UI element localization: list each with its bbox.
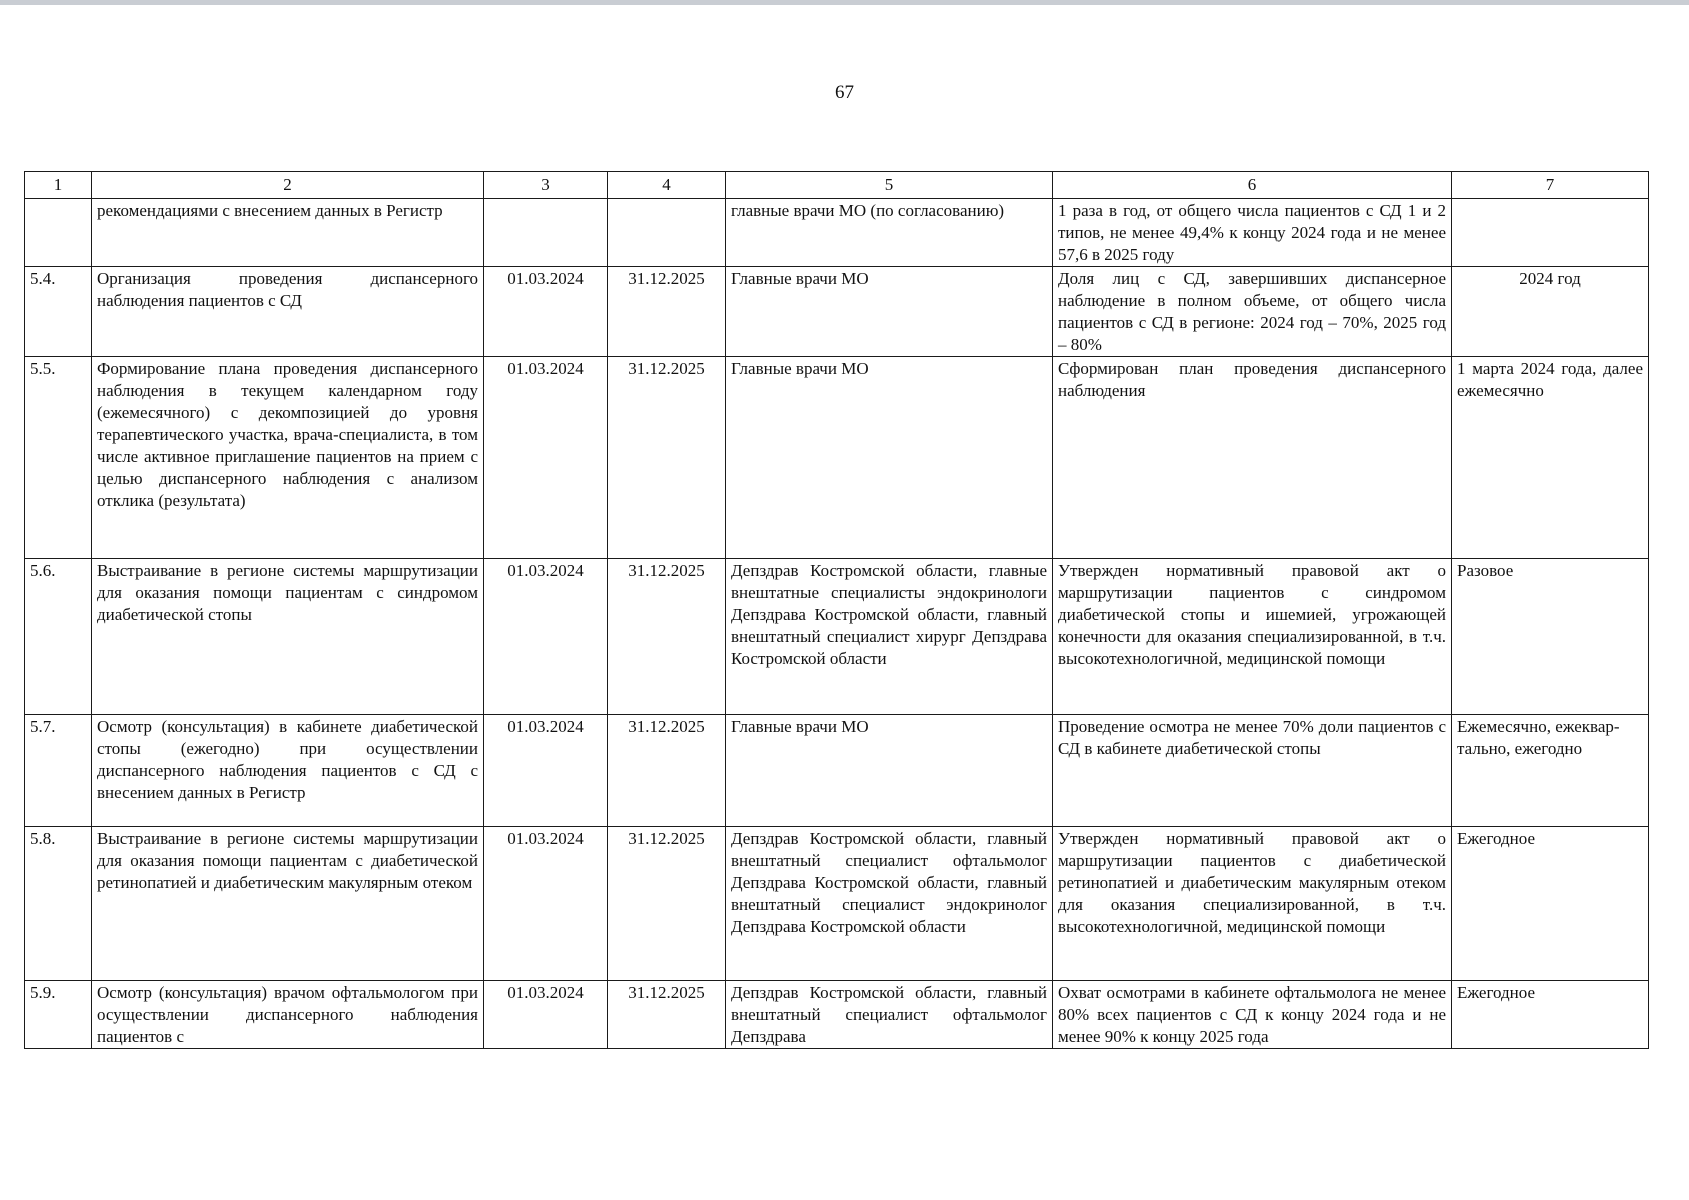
start-date-cell: [484, 199, 608, 267]
table-row: [25, 715, 1649, 827]
period-cell: Ежемесячно, ежеквар-тально, ежегодно: [1452, 715, 1649, 827]
period-cell: Ежегодное: [1452, 827, 1649, 981]
page-number: 67: [835, 82, 854, 103]
start-date-cell: 01.03.2024: [484, 827, 608, 981]
start-date-cell: 01.03.2024: [484, 267, 608, 357]
event-cell: Выстраивание в регионе системы маршрутизации для оказания помощи пациентам с синдромом диабетической стопы: [92, 559, 484, 715]
end-date-cell: 31.12.2025: [608, 981, 726, 1049]
item-number: 5.7.: [25, 715, 92, 827]
result-cell: Сформирован план проведения диспансерного наблюдения: [1053, 357, 1452, 559]
item-number: [25, 199, 92, 267]
end-date-cell: 31.12.2025: [608, 357, 726, 559]
responsible-cell: Депздрав Костромской области, главный внештатный специалист офтальмолог Депздрава Костромской области, главный внештатный специалист эндокринолог Депздрава Костромской области: [726, 827, 1053, 981]
table-row: [25, 559, 1649, 715]
result-cell: Утвержден нормативный правовой акт о маршрутизации пациентов с диабетической ретинопатией и диабетическим макулярным отеком для оказания специализированной, в т.ч. высокотехнологичной, медицинской помощи: [1053, 827, 1452, 981]
column-number-cell: 3: [484, 172, 608, 199]
event-cell: Осмотр (консультация) в кабинете диабетической стопы (ежегодно) при осуществлении диспансерного наблюдения пациентов с СД с внесением данных в Регистр: [92, 715, 484, 827]
table-row: [25, 981, 1649, 1049]
event-cell: Формирование плана проведения диспансерного наблюдения в текущем календарном году (ежемесячного) с декомпозицией до уровня терапевтического участка, врача-специалиста, в том числе активное приглашение пациентов на прием с целью диспансерного наблюдения с анализом отклика (результата): [92, 357, 484, 559]
item-number: 5.4.: [25, 267, 92, 357]
action-plan-table: [24, 171, 1649, 1049]
table-row: [25, 827, 1649, 981]
table-row: [25, 357, 1649, 559]
table-row: [25, 267, 1649, 357]
end-date-cell: [608, 199, 726, 267]
start-date-cell: 01.03.2024: [484, 715, 608, 827]
result-cell: 1 раза в год, от общего числа пациентов с СД 1 и 2 типов, не менее 49,4% к концу 2024 года и не менее 57,6 в 2025 году: [1053, 199, 1452, 267]
event-cell: Осмотр (консультация) врачом офтальмологом при осуществлении диспансерного наблюдения пациентов с: [92, 981, 484, 1049]
period-cell: 1 марта 2024 года, далее ежемесячно: [1452, 357, 1649, 559]
period-cell: [1452, 199, 1649, 267]
end-date-cell: 31.12.2025: [608, 827, 726, 981]
item-number: 5.6.: [25, 559, 92, 715]
responsible-cell: Главные врачи МО: [726, 715, 1053, 827]
column-number-cell: 6: [1053, 172, 1452, 199]
event-cell: Выстраивание в регионе системы маршрутизации для оказания помощи пациентам с диабетической ретинопатией и диабетическим макулярным отеком: [92, 827, 484, 981]
result-cell: Проведение осмотра не менее 70% доли пациентов с СД в кабинете диабетической стопы: [1053, 715, 1452, 827]
event-cell: Организация проведения диспансерного наблюдения пациентов с СД: [92, 267, 484, 357]
end-date-cell: 31.12.2025: [608, 267, 726, 357]
start-date-cell: 01.03.2024: [484, 559, 608, 715]
column-number-cell: 5: [726, 172, 1053, 199]
result-cell: Охват осмотрами в кабинете офтальмолога не менее 80% всех пациентов с СД к концу 2024 года и не менее 90% к концу 2025 года: [1053, 981, 1452, 1049]
responsible-cell: Депздрав Костромской области, главный внештатный специалист офтальмолог Депздрава: [726, 981, 1053, 1049]
column-number-row: [25, 172, 1649, 199]
responsible-cell: главные врачи МО (по согласованию): [726, 199, 1053, 267]
item-number: 5.5.: [25, 357, 92, 559]
column-number-cell: 2: [92, 172, 484, 199]
column-number-cell: 4: [608, 172, 726, 199]
period-cell: 2024 год: [1452, 267, 1649, 357]
result-cell: Доля лиц с СД, завершивших диспансерное наблюдение в полном объеме, от общего числа пациентов с СД в регионе: 2024 год – 70%, 2025 год – 80%: [1053, 267, 1452, 357]
result-cell: Утвержден нормативный правовой акт о маршрутизации пациентов с синдромом диабетической стопы и ишемией, угрожающей конечности для оказания специализированной, в т.ч. высокотехнологичной, медицинской помощи: [1053, 559, 1452, 715]
item-number: 5.8.: [25, 827, 92, 981]
end-date-cell: 31.12.2025: [608, 559, 726, 715]
responsible-cell: Депздрав Костромской области, главные внештатные специалисты эндокринологи Депздрава Костромской области, главный внештатный специалист хирург Депздрава Костромской области: [726, 559, 1053, 715]
start-date-cell: 01.03.2024: [484, 357, 608, 559]
responsible-cell: Главные врачи МО: [726, 267, 1053, 357]
start-date-cell: 01.03.2024: [484, 981, 608, 1049]
event-cell: рекомендациями с внесением данных в Регистр: [92, 199, 484, 267]
period-cell: Разовое: [1452, 559, 1649, 715]
responsible-cell: Главные врачи МО: [726, 357, 1053, 559]
period-cell: Ежегодное: [1452, 981, 1649, 1049]
column-number-cell: 1: [25, 172, 92, 199]
end-date-cell: 31.12.2025: [608, 715, 726, 827]
table-row: [25, 199, 1649, 267]
item-number: 5.9.: [25, 981, 92, 1049]
scan-top-edge: [0, 0, 1689, 5]
column-number-cell: 7: [1452, 172, 1649, 199]
